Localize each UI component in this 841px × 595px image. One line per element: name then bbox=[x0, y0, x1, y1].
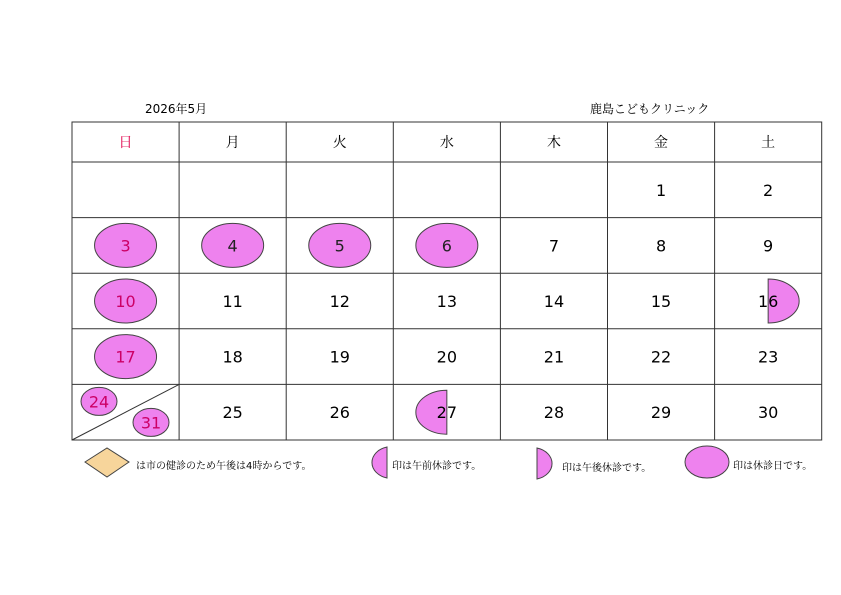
day-number: 18 bbox=[222, 347, 243, 367]
day-number: 14 bbox=[543, 292, 565, 311]
month-label: 2026年5月 bbox=[145, 102, 208, 116]
day-number: 12 bbox=[329, 292, 350, 311]
day-number: 4 bbox=[227, 236, 238, 256]
day-number: 24 bbox=[88, 392, 110, 412]
day-number: 3 bbox=[120, 236, 131, 256]
day-number: 11 bbox=[222, 292, 243, 311]
day-number: 26 bbox=[329, 403, 350, 423]
legend-afternoon-label: 印は午後休診です。 bbox=[562, 463, 652, 474]
day-number: 15 bbox=[650, 292, 672, 311]
day-number: 5 bbox=[334, 236, 345, 256]
legend-diamond-shape bbox=[85, 448, 129, 477]
day-number: 27 bbox=[436, 403, 458, 423]
legend-diamond-label: は市の健診のため午後は4時からです。 bbox=[136, 461, 312, 472]
day-number: 29 bbox=[650, 403, 672, 423]
day-number: 8 bbox=[655, 236, 667, 256]
weekday-3: 水 bbox=[439, 135, 454, 151]
day-number: 21 bbox=[543, 347, 565, 367]
day-number: 31 bbox=[140, 413, 162, 433]
day-number: 20 bbox=[436, 347, 458, 367]
day-number: 10 bbox=[115, 292, 136, 311]
day-number: 28 bbox=[543, 403, 565, 423]
day-number: 30 bbox=[757, 403, 779, 423]
legend-fullday-label: 印は休診日です。 bbox=[733, 461, 813, 472]
weekday-1: 月 bbox=[225, 135, 240, 151]
day-number: 25 bbox=[222, 403, 243, 423]
day-number: 7 bbox=[548, 236, 560, 256]
clinic-name: 鹿島こどもクリニック bbox=[590, 102, 710, 116]
weekday-0: 日 bbox=[118, 135, 133, 151]
day-number: 16 bbox=[757, 292, 779, 311]
day-number: 13 bbox=[436, 292, 458, 311]
day-number: 19 bbox=[329, 347, 350, 367]
legend-afternoon-shape bbox=[537, 448, 552, 479]
legend-morning-label: 印は午前休診です。 bbox=[392, 461, 482, 472]
legend-morning-shape bbox=[372, 447, 387, 478]
day-number: 22 bbox=[650, 347, 672, 367]
day-number: 1 bbox=[655, 180, 667, 200]
weekday-5: 金 bbox=[654, 135, 669, 151]
day-number: 6 bbox=[441, 236, 452, 256]
day-number: 23 bbox=[757, 347, 779, 367]
weekday-2: 火 bbox=[332, 135, 347, 151]
day-number: 17 bbox=[115, 347, 136, 367]
legend-fullday-shape bbox=[685, 446, 729, 478]
weekday-4: 木 bbox=[546, 135, 561, 151]
day-number: 2 bbox=[763, 180, 774, 200]
weekday-6: 土 bbox=[761, 135, 776, 151]
day-number: 9 bbox=[763, 236, 774, 256]
